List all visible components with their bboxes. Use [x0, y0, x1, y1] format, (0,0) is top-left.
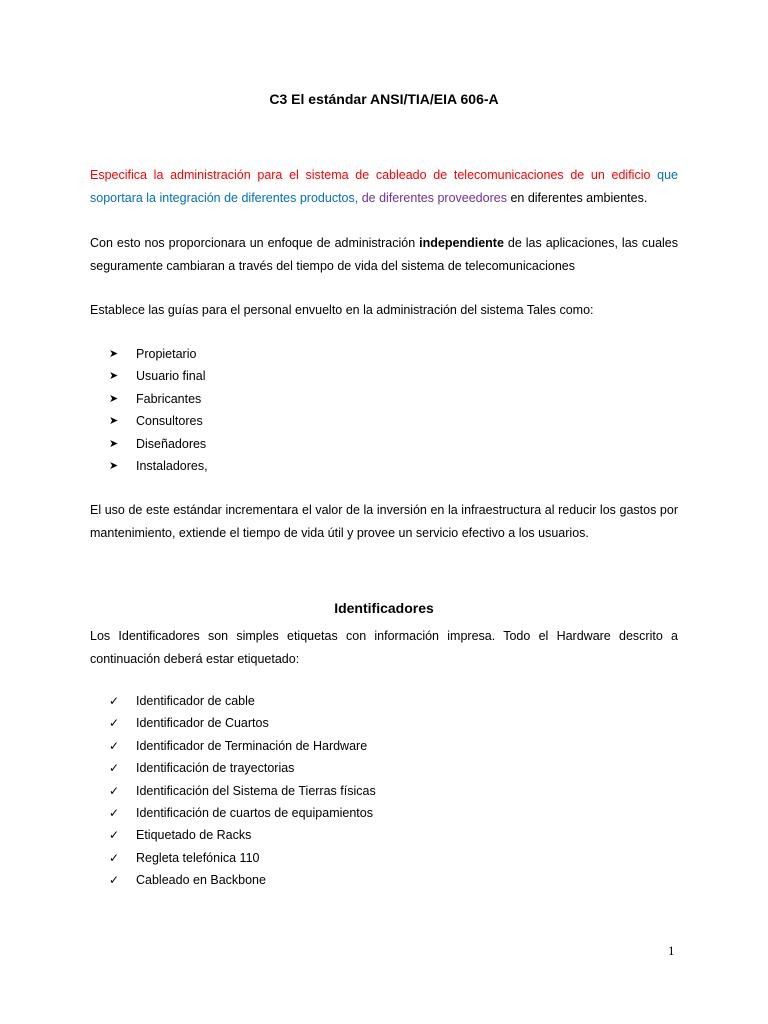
page-number: 1 [668, 943, 675, 958]
arrow-bullet-icon: ➤ [109, 459, 119, 472]
list-item [109, 847, 376, 869]
list-item-label: Diseñadores [136, 436, 207, 451]
identifiers-list [109, 690, 376, 892]
list-item-label: Etiquetado de Racks [136, 828, 252, 843]
list-item-label: Identificador de cable [136, 694, 255, 708]
list-item [109, 869, 376, 891]
approach-paragraph [90, 232, 678, 277]
list-item [109, 735, 376, 757]
checkmark-bullet-icon: ✓ [109, 873, 120, 888]
arrow-bullet-icon: ➤ [109, 392, 119, 405]
identifiers-intro-paragraph: Los Identificadores son simples etiquetas con información impresa. Todo el Hardware descrito a continuación deberá estar etiquetado: [90, 629, 678, 666]
checkmark-bullet-icon: ✓ [109, 716, 120, 731]
checkmark-bullet-icon: ✓ [109, 850, 120, 865]
list-item-label: Propietario [136, 347, 197, 361]
intro-segment-black: en diferentes ambientes. [510, 190, 648, 205]
list-item-label: Usuario final [136, 369, 206, 384]
approach-text-before: Con esto nos proporcionara un enfoque de administración [90, 236, 420, 250]
intro-segment-red: Especifica la administración para el sistema de cableado de telecomunicaciones de un edificio [90, 168, 651, 182]
approach-text-bold: independiente [419, 236, 504, 250]
arrow-bullet-icon: ➤ [109, 437, 119, 450]
list-item-label: Identificación del Sistema de Tierras físicas [136, 783, 376, 798]
list-item [109, 388, 208, 410]
checkmark-bullet-icon: ✓ [109, 694, 120, 708]
list-item-label: Regleta telefónica 110 [136, 850, 260, 865]
intro-paragraph [90, 164, 678, 209]
arrow-bullet-icon: ➤ [109, 348, 119, 360]
document-title: C3 El estándar ANSI/TIA/EIA 606-A [269, 91, 499, 107]
arrow-bullet-icon: ➤ [109, 415, 119, 428]
list-item-label: Consultores [136, 414, 203, 429]
intro-segment-blue: que soportara la integración de diferentes productos, [90, 168, 678, 205]
list-item-label: Identificador de Terminación de Hardware [136, 738, 368, 753]
list-item [109, 712, 376, 734]
checkmark-bullet-icon: ✓ [109, 805, 120, 820]
roles-list [109, 343, 208, 477]
list-item [109, 365, 208, 387]
list-item-label: Cableado en Backbone [136, 873, 266, 888]
list-item [109, 780, 376, 802]
list-item [109, 455, 208, 477]
checkmark-bullet-icon: ✓ [109, 761, 120, 776]
list-item-label: Identificación de trayectorias [136, 761, 295, 776]
list-item [109, 802, 376, 824]
usage-paragraph: El uso de este estándar incrementara el valor de la inversión en la infraestructura al reducir los gastos por mantenimiento, extiende el tiempo de vida útil y provee un servicio efectivo a los usuarios. [90, 503, 678, 540]
list-item-label: Identificador de Cuartos [136, 716, 269, 731]
checkmark-bullet-icon: ✓ [109, 828, 120, 843]
list-item [109, 824, 376, 846]
list-item [109, 757, 376, 779]
list-item-label: Fabricantes [136, 391, 202, 406]
guides-paragraph: Establece las guías para el personal envuelto en la administración del sistema Tales como: [90, 303, 594, 317]
list-item [109, 410, 208, 432]
checkmark-bullet-icon: ✓ [109, 738, 120, 753]
list-item [109, 690, 376, 712]
checkmark-bullet-icon: ✓ [109, 783, 120, 798]
section-heading-identificadores: Identificadores [334, 600, 434, 616]
list-item [109, 343, 208, 365]
intro-segment-purple: de diferentes proveedores [361, 190, 507, 205]
list-item-label: Instaladores, [136, 458, 208, 473]
list-item-label: Identificación de cuartos de equipamientos [136, 805, 373, 820]
approach-text-after: de las aplicaciones, las cuales seguramente cambiaran a través del tiempo de vida del sistema de telecomunicaciones [90, 236, 679, 273]
list-item [109, 433, 208, 455]
arrow-bullet-icon: ➤ [109, 370, 119, 383]
